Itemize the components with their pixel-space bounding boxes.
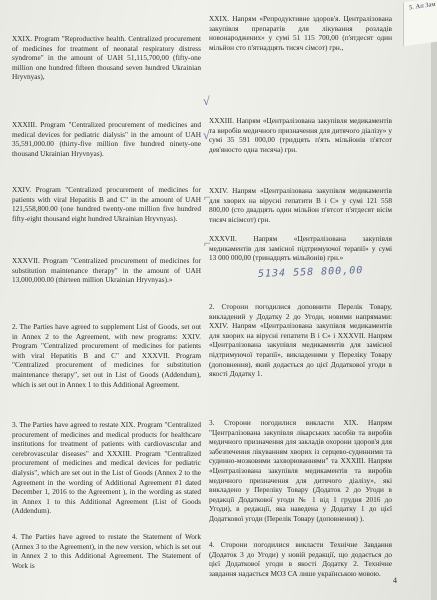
page-number: 4 xyxy=(393,576,397,585)
clause-xxiv-uk: XXIV. Напрям «Централізована закупівля медикаментів для хворих на вірусні гепатити В і С» у сумі 121 558 800,00 (сто двадцять один мільйон п'ятсот п'ятдесят вісім тисяч вісімсот) грн. xyxy=(209,186,392,224)
clause-xxxiii-uk: XXXIII. Напрям «Централізована закупівля медикаментів та виробів медичного призначення для дитячого діалізу» у сумі 35 591 000,00 (тридцять п'ять мільйонів п'ятсот дев'яносто одна тисяча) грн. xyxy=(209,116,392,154)
paragraph-3-uk: 3. Сторони погодилися викласти XIX. Напрям "Централізована закупівля лікарських засобів та виробів медичного призначення для закладів охорони здоров'я для забезпечення лікуванням хворих із серцево-судинними та судинно-мозковими захворюваннями" та XXXIII. Напрям «Централізована закупівля медикаментів та виробів медичного призначення для дитячого діалізу», які викладено у Переліку Товару (Додаток 2 до Угоди в редакції Додаткової угоди № 1 від 1 грудня 2016 до Угоди), в редакції, яка наведена у Додатку 1 до цієї Додаткової угоди (Перелік Товару (доповнення) ). xyxy=(209,418,392,523)
clause-xxiv-en: XXIV. Program "Centralized procurement of medicines for patients with viral Hepatitis B and C" in the amount of UAH 121,558,800.00 (one hundred twenty-one million five hundred fifty-eight thousand eight hundred Ukrainian Hryvnyas). xyxy=(12,185,201,223)
paragraph-2-en: 2. The Parties have agreed to supplement List of Goods, set out in Annex 2 to the Agreement, with new programs: XXIV. Program "Centralized procurement of medicines for patients with viral Hepatitis B and C" and XXXVII. Program "Centralized procurement of medicines for substitution maintenance therapy", set out in List of Goods (Addendum), which is set out in Annex 1 to this Additional Agreement. xyxy=(12,322,201,389)
clause-xxxiii-en: XXXIII. Program "Centralized procurement of medicines and medical devices for pediatric dialysis" in the amount of UAH 35,591,000.00 (thirty-five million five hundred ninety-one thousand Ukrainian Hryvnyas). xyxy=(12,120,201,158)
corner-page-tab: 5. Ап 3ам xyxy=(403,0,437,46)
check-mark-icon: √ xyxy=(203,94,210,108)
clause-xxix-en: XXIX. Program "Reproductive health. Centralized procurement of medicines for treatment of neonatal respiratory distress syndrome" in the amount of UAH 51,115,700,00 (fifty-one million one hundred fifteen thousand seven hundred Ukrainian Hryvnyas), xyxy=(12,34,201,82)
check-mark-icon: √ xyxy=(203,128,210,142)
clause-xxix-uk: XXIX. Напрям «Репродуктивне здоров'я. Централізована закупівля препаратів для лікування розладів новонароджених» у сумі 51 115 700,00 (п'ятдесят один мільйон сто п'ятнадцять тисяч сімсот) грн., xyxy=(209,14,392,52)
margin-mark-icon: ⌐ xyxy=(204,236,211,250)
paragraph-2-uk: 2. Сторони погодилися доповнити Перелік Товару, викладений у Додатку 2 до Угоди, новими напрямами: XXIV. Напрям «Централізована закупівля медикаментів для хворих на вірусні гепатити В і С» і XXXVII. Напрям «Централізована закупівля медикаментів для замісної підтримуючої терапії», викладеними у Переліку Товару (доповнення), який додається до цієї Додаткової угоди в якості Додатку 1. xyxy=(209,302,392,379)
margin-mark-icon: ⌐ xyxy=(204,190,211,204)
english-column xyxy=(12,20,201,580)
clause-xxxvii-en: XXXVII. Program "Centralized procurement of medicines for substitution maintenance therapy" in the amount of UAH 13,000,000.00 (thirteen million Ukrainian Hryvnyas).» xyxy=(12,256,201,285)
paragraph-4-uk: 4. Сторони погодилися викласти Технічне Завдання (Додаток 3 до Угоди) у новій редакції, що додається до цієї Додаткової угоди в якості Додатку 2. Технічне завдання надається МОЗ СА лише українською мовою. xyxy=(209,540,392,578)
handwritten-amount: 5134 558 800,00 xyxy=(257,265,364,280)
paragraph-3-en: 3. The Parties have agreed to restate XIX. Program "Centralized procurement of medicines and medical products for healthcare institutions for treatment of patients with cardiovascular and cerebrovascular diseases" and XXXIII. Program "Centralized procurement of medicines and medical devices for pediatric dialysis", which are set out in the List of Goods (Annex 2 to the Agreement in the wording of Additional Agreement #1 dated December 1, 2016 to the Agreement ), in the wording as stated in Annex 1 to this Additional Agreement (List of Goods (Addendum). xyxy=(12,420,201,516)
clause-xxxvii-uk: XXXVII. Напрям «Централізована закупівля медикаментів для замісної підтримуючої терапії» у сумі 13 000 000,00 (тринадцять мільйонів) грн.» xyxy=(209,234,392,263)
paragraph-4-en: 4. The Parties have agreed to restate the Statement of Work (Annex 3 to the Agreement), in the new version, which is set out in Annex 2 to this Additional Agreement. The Statement of Work is xyxy=(12,532,201,570)
ukrainian-column xyxy=(209,14,392,584)
